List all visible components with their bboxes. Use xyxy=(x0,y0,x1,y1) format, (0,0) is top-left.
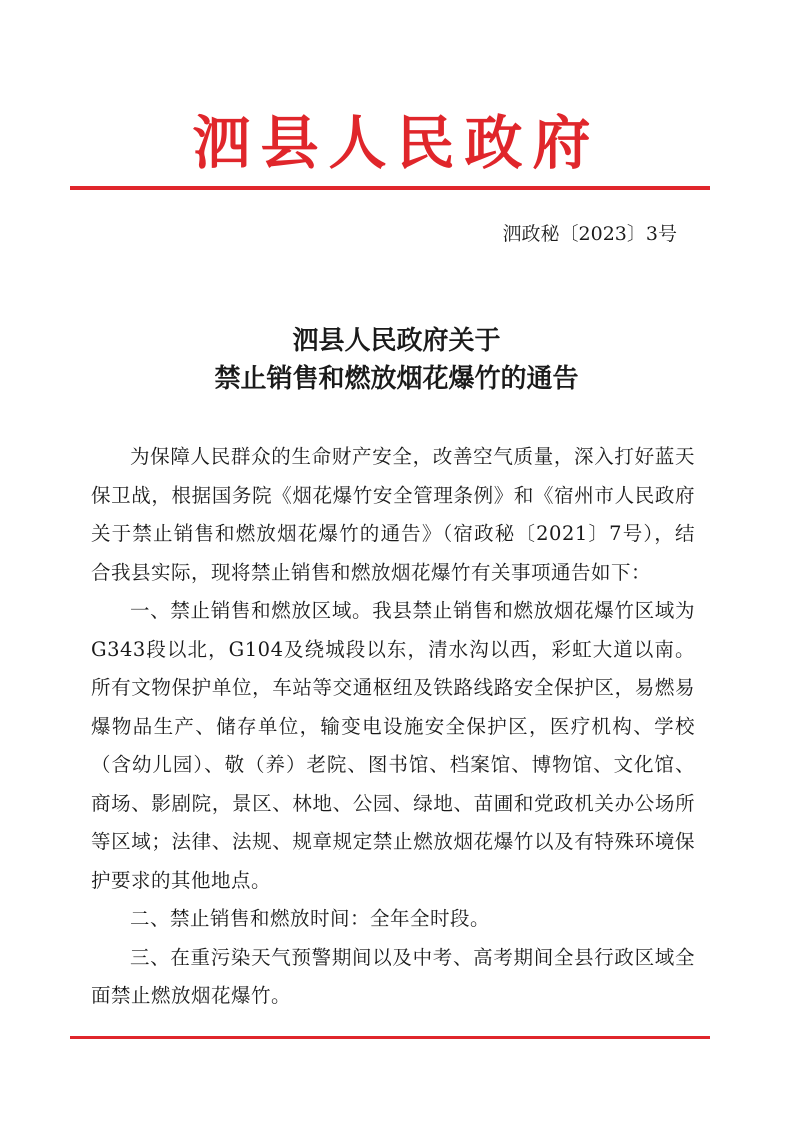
document-number: 泗政秘〔2023〕3号 xyxy=(502,223,677,245)
notice-title xyxy=(0,322,793,398)
footer-divider xyxy=(70,1036,710,1039)
paragraph-section-1: 一、禁止销售和燃放区域。我县禁止销售和燃放烟花爆竹区域为G343段以北，G104及绕城段以东，清水沟以西，彩虹大道以南。所有文物保护单位，车站等交通枢纽及铁路线路安全保护区，易燃易爆物品生产、储存单位，输变电设施安全保护区，医疗机构、学校（含幼儿园）、敬（养）老院、图书馆、档案馆、博物馆、文化馆、商场、影剧院，景区、林地、公园、绿地、苗圃和党政机关办公场所等区域；法律、法规、规章规定禁止燃放烟花爆竹以及有特殊环境保护要求的其他地点。 xyxy=(91,599,695,892)
notice-title-line-2: 禁止销售和燃放烟花爆竹的通告 xyxy=(214,364,579,394)
masthead-divider xyxy=(70,186,710,190)
paragraph-section-3: 三、在重污染天气预警期间以及中考、高考期间全县行政区域全面禁止燃放烟花爆竹。 xyxy=(91,945,695,1007)
masthead-title: 泗县人民政府 xyxy=(192,109,601,177)
paragraph-section-2: 二、禁止销售和燃放时间：全年全时段。 xyxy=(130,907,491,930)
notice-body xyxy=(91,438,695,1016)
notice-title-line-1: 泗县人民政府关于 xyxy=(292,326,501,356)
paragraph-intro: 为保障人民群众的生命财产安全，改善空气质量，深入打好蓝天保卫战，根据国务院《烟花爆竹安全管理条例》和《宿州市人民政府关于禁止销售和燃放烟花爆竹的通告》（宿政秘〔2021〕7号），结合我县实际，现将禁止销售和燃放烟花爆竹有关事项通告如下： xyxy=(91,445,695,584)
